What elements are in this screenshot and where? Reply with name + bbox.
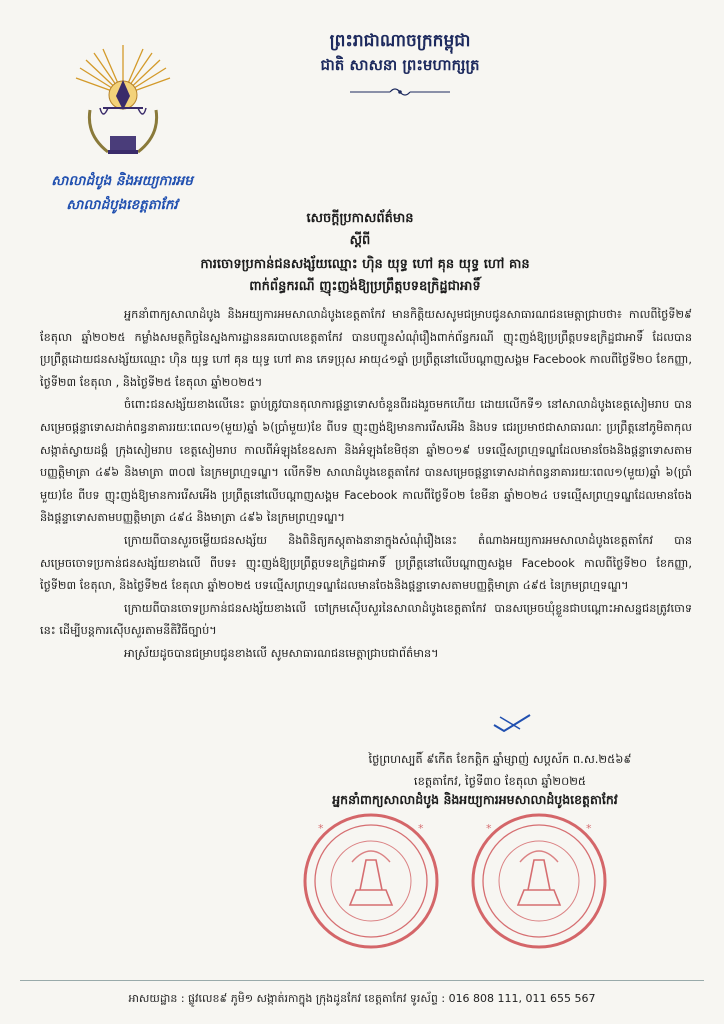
svg-text:*: * — [418, 822, 424, 835]
footer-address: អាសយដ្ឋាន : ផ្លូវលេខ៩ ភូមិ១ សង្កាត់រកាក្នុង ក្រុងដូនកែវ ខេត្តតាកែវ ទូរស័ព្ទ : 016 808 111, 011 655 567 — [128, 992, 596, 1005]
body-paragraph-5: អាស្រ័យដូចបានជម្រាបជូនខាងលើ សូមសាធារណជនមេត្តាជ្រាបជាព័ត៌មាន។ — [124, 646, 439, 660]
body-paragraph-3: ក្រោយពីបានសួរចម្លើយជនសង្ស័យ និងពិនិត្យភស្តុតាងនានាក្នុងសំណុំរឿងនេះ តំណាងអយ្យការអមសាលាដំបូងខេត្តតាកែវ បានសម្រេចចោទប្រកាន់ជនសង្ស័យខាងលើ ពីបទ៖ ញុះញង់ឱ្យប្រព្រឹត្តបទឧក្រិដ្ឋជាអាទិ៍ ប្រព្រឹត្តនៅលើបណ្តាញសង្គម Facebook កាលពីថ្ងៃទី២០ ខែកញ្ញា, ថ្ងៃទី២៣ ខែតុលា, និងថ្ងៃទី២៥ ខែតុលា ឆ្នាំ២០២៥ បទល្មើសព្រហ្មទណ្ឌដែលមានចែងនិងផ្តន្ទាទោសតាមបញ្ញត្តិមាត្រា ៤៩៥ នៃក្រមព្រហ្មទណ្ឌ។ — [40, 533, 692, 593]
date-block — [300, 748, 700, 792]
checkmark-icon — [490, 713, 534, 733]
prosecution-seal-stamp-icon — [468, 810, 610, 952]
document-body — [40, 304, 692, 666]
signer-title: អ្នកនាំពាក្យសាលាដំបូង និងអយ្យការអមសាលាដំបូងខេត្តតាកែវ — [332, 792, 618, 807]
court-seal-stamp-icon — [300, 810, 442, 952]
subject-line-1: ការចោទប្រកាន់ជនសង្ស័យឈ្មោះ ហ៊ិន យុទ្ធ ហៅ គុន យុទ្ធ ហៅ គាន — [200, 257, 530, 272]
court-name-line1: សាលាដំបូង និងអយ្យការអម — [51, 173, 193, 189]
document-about-label: ស្តីពី — [349, 233, 371, 248]
court-name-line2: សាលាដំបូងខេត្តតាកែវ — [66, 197, 178, 213]
national-motto: ជាតិ សាសនា ព្រះមហាក្សត្រ — [320, 56, 480, 74]
svg-text:*: * — [318, 822, 324, 835]
court-emblem-icon — [68, 40, 178, 165]
svg-text:*: * — [486, 822, 492, 835]
body-paragraph-2: ចំពោះជនសង្ស័យខាងលើនេះ ធ្លាប់ត្រូវបានតុលាការផ្តន្ទាទោសចំនួនពីរដងរួចមកហើយ ដោយលើកទី១ នៅសាលាដំបូងខេត្តសៀមរាប បានសម្រេចផ្តន្ទាទោសដាក់ពន្ធនាគាររយៈពេល១(មួយ)ឆ្នាំ ៦(ប្រាំមួយ)ខែ ពីបទ ញុះញង់ឱ្យមានការរើសអើង និងបទ ជេរប្រមាថជាសាធារណៈ ប្រព្រឹត្តនៅភូមិតាកុល សង្កាត់ស្វាយដង្គំ ក្រុងសៀមរាប ខេត្តសៀមរាប កាលពីអំឡុងខែឧសភា និងអំឡុងខែមិថុនា ឆ្នាំ២០១៩ បទល្មើសព្រហ្មទណ្ឌដែលមានចែងនិងផ្តន្ទាទោសតាមបញ្ញត្តិមាត្រា ៤៩៦ និងមាត្រា ៣០៧ នៃក្រមព្រហ្មទណ្ឌ។ លើកទី២ សាលាដំបូងខេត្តតាកែវ បានសម្រេចផ្តន្ទាទោសដាក់ពន្ធនាគាររយៈពេល១(មួយ)ឆ្នាំ ៦(ប្រាំមួយ)ខែ ពីបទ ញុះញង់ឱ្យមានការរើសអើង ប្រព្រឹត្តនៅលើបណ្តាញសង្គម Facebook កាលពីថ្ងៃទី០២ ខែមីនា ឆ្នាំ២០២៤ បទល្មើសព្រហ្មទណ្ឌដែលមានចែងនិងផ្តន្ទាទោសតាមបញ្ញត្តិមាត្រា ៤៩៤ និងមាត្រា ៤៩៦ នៃក្រមព្រហ្មទណ្ឌ។ — [40, 398, 692, 525]
body-paragraph-4: ក្រោយពីបានចោទប្រកាន់ជនសង្ស័យខាងលើ ចៅក្រមស៊ើបសួរនៃសាលាដំបូងខេត្តតាកែវ បានសម្រេចឃុំខ្លួនជាបណ្តោះអាសន្នជនត្រូវចោទនេះ ដើម្បីបន្តការស៊ើបសួរតាមនីតិវិធីច្បាប់។ — [40, 601, 692, 638]
body-paragraph-1: អ្នកនាំពាក្យសាលាដំបូង និងអយ្យការអមសាលាដំបូងខេត្តតាកែវ មានកិត្តិយសសូមជម្រាបជូនសាធារណជនមេត្តាជ្រាបថា៖ កាលពីថ្ងៃទី២៩ ខែតុលា ឆ្នាំ២០២៥ កម្លាំងសមត្ថកិច្ចនៃស្នងការដ្ឋាននគរបាលខេត្តតាកែវ បានបញ្ជូនសំណុំរឿងពាក់ព័ន្ធករណី ញុះញង់ឱ្យប្រព្រឹត្តបទឧក្រិដ្ឋជាអាទិ៍ ដែលបានប្រព្រឹត្តដោយជនសង្ស័យឈ្មោះ ហ៊ិន យុទ្ធ ហៅ គុន យុទ្ធ ហៅ គាន ភេទប្រុស អាយុ៤១ឆ្នាំ ប្រព្រឹត្តនៅលើបណ្តាញសង្គម Facebook កាលពីថ្ងៃទី២០ ខែកញ្ញា, ថ្ងៃទី២៣ ខែតុលា , និងថ្ងៃទី២៥ ខែតុលា ឆ្នាំ២០២៥។ — [40, 308, 692, 389]
lunar-date: ថ្ងៃព្រហស្បតិ៍ ៩កើត ខែកត្តិក ឆ្នាំម្សាញ់ សប្តស័ក ព.ស.២៥៦៩ — [368, 752, 632, 766]
solar-date: ខេត្តតាកែវ, ថ្ងៃទី៣០ ខែតុលា ឆ្នាំ២០២៥ — [413, 774, 587, 788]
document-title: សេចក្តីប្រកាសព័ត៌មាន — [306, 211, 414, 226]
footer-divider — [20, 980, 704, 981]
document-subject — [130, 254, 600, 298]
ornament-divider-icon — [350, 86, 450, 98]
kingdom-heading: ព្រះរាជាណាចក្រកម្ពុជា — [329, 31, 471, 51]
svg-text:*: * — [586, 822, 592, 835]
subject-line-2: ពាក់ព័ន្ធករណី ញុះញង់ឱ្យប្រព្រឹត្តបទឧក្រិដ្ឋជាអាទិ៍ — [249, 279, 481, 294]
